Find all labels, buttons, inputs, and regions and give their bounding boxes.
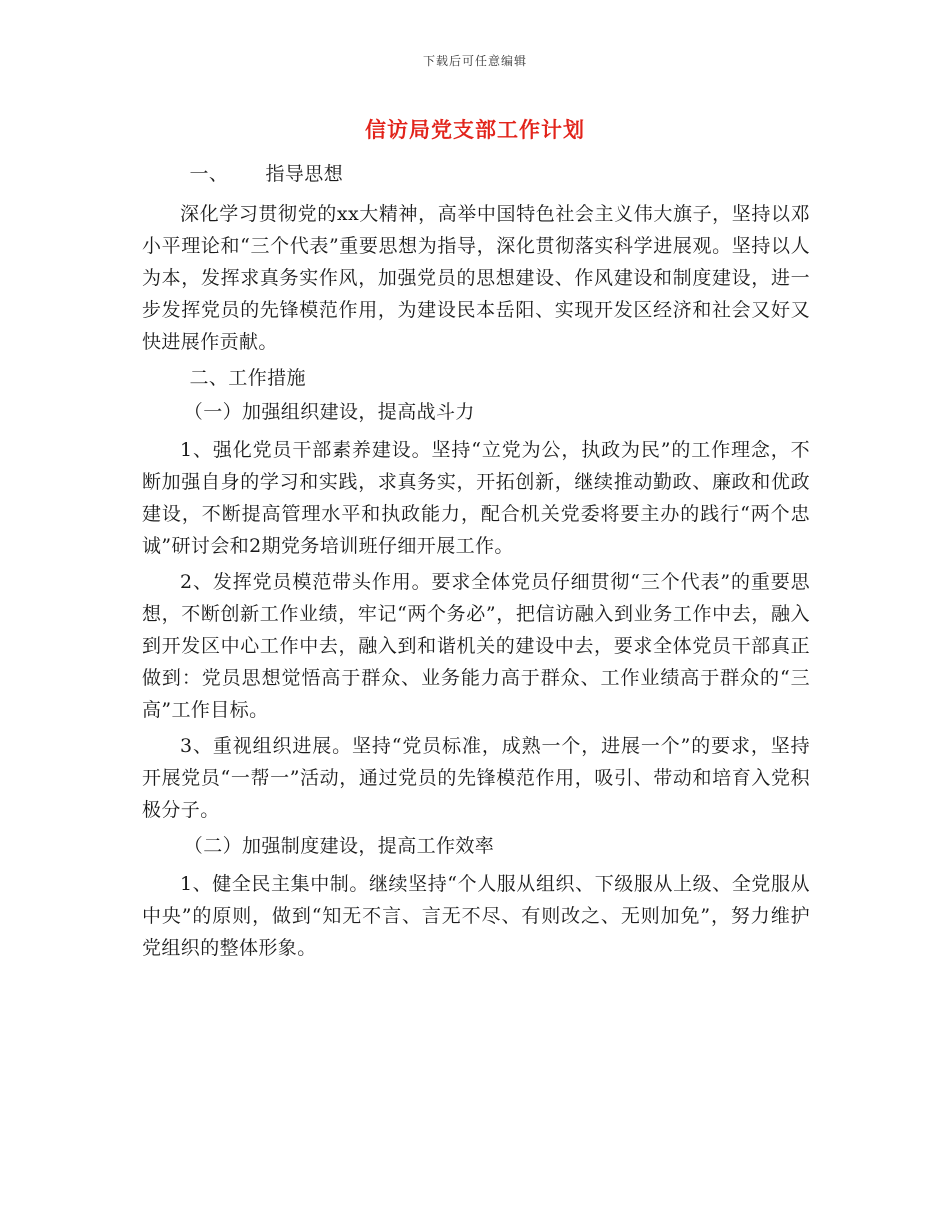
paragraph-item-1-2: 2、发挥党员模范带头作用。要求全体党员仔细贯彻“三个代表”的重要思想，不断创新工作业绩，牢记“两个务必”，把信访融入到业务工作中去，融入到开发区中心工作中去，融入到和谐机关的建设中去，要求全体党员干部真正做到：党员思想觉悟高于群众、业务能力高于群众、工作业绩高于群众的“三高”工作目标。 xyxy=(142,571,810,721)
paragraph-guiding-ideology: 深化学习贯彻党的xx大精神，高举中国特色社会主义伟大旗子，坚持以邓小平理论和“三个代表”重要思想为指导，深化贯彻落实科学进展观。坚持以人为本，发挥求真务实作风，加强党员的思想建设、作风建设和制度建设，进一步发挥党员的先锋模范作用，为建设民本岳阳、实现开发区经济和社会又好又快进展作贡献。 xyxy=(142,203,810,353)
paragraph-item-1-3: 3、重视组织进展。坚持“党员标准，成熟一个，进展一个”的要求，坚持开展党员“一帮一”活动，通过党员的先锋模范作用，吸引、带动和培育入党积极分子。 xyxy=(142,735,810,821)
paragraph-item-1-1: 1、强化党员干部素养建设。坚持“立党为公，执政为民”的工作理念，不断加强自身的学习和实践，求真务实，开拓创新，继续推动勤政、廉政和优政建设，不断提高管理水平和执政能力，配合机关党委将要主办的践行“两个忠诚”研讨会和2期党务培训班仔细开展工作。 xyxy=(142,439,810,557)
section-title: 指导思想 xyxy=(265,163,344,185)
subsection-heading-organization: （一）加强组织建设，提高战斗力 xyxy=(183,401,475,423)
section-number: 一、 xyxy=(189,163,229,185)
section-heading-guiding-ideology xyxy=(142,158,810,190)
section-heading-work-measures: 二、工作措施 xyxy=(189,367,306,389)
document-title: 信访局党支部工作计划 xyxy=(365,117,585,142)
page-header-note: 下载后可任意编辑 xyxy=(422,54,527,68)
subsection-heading-system: （二）加强制度建设，提高工作效率 xyxy=(183,835,495,857)
document-body xyxy=(142,158,810,968)
paragraph-item-2-1: 1、健全民主集中制。继续坚持“个人服从组织、下级服从上级、全党服从中央”的原则，做到“知无不言、言无不尽、有则改之、无则加免”，努力维护党组织的整体形象。 xyxy=(142,873,810,959)
